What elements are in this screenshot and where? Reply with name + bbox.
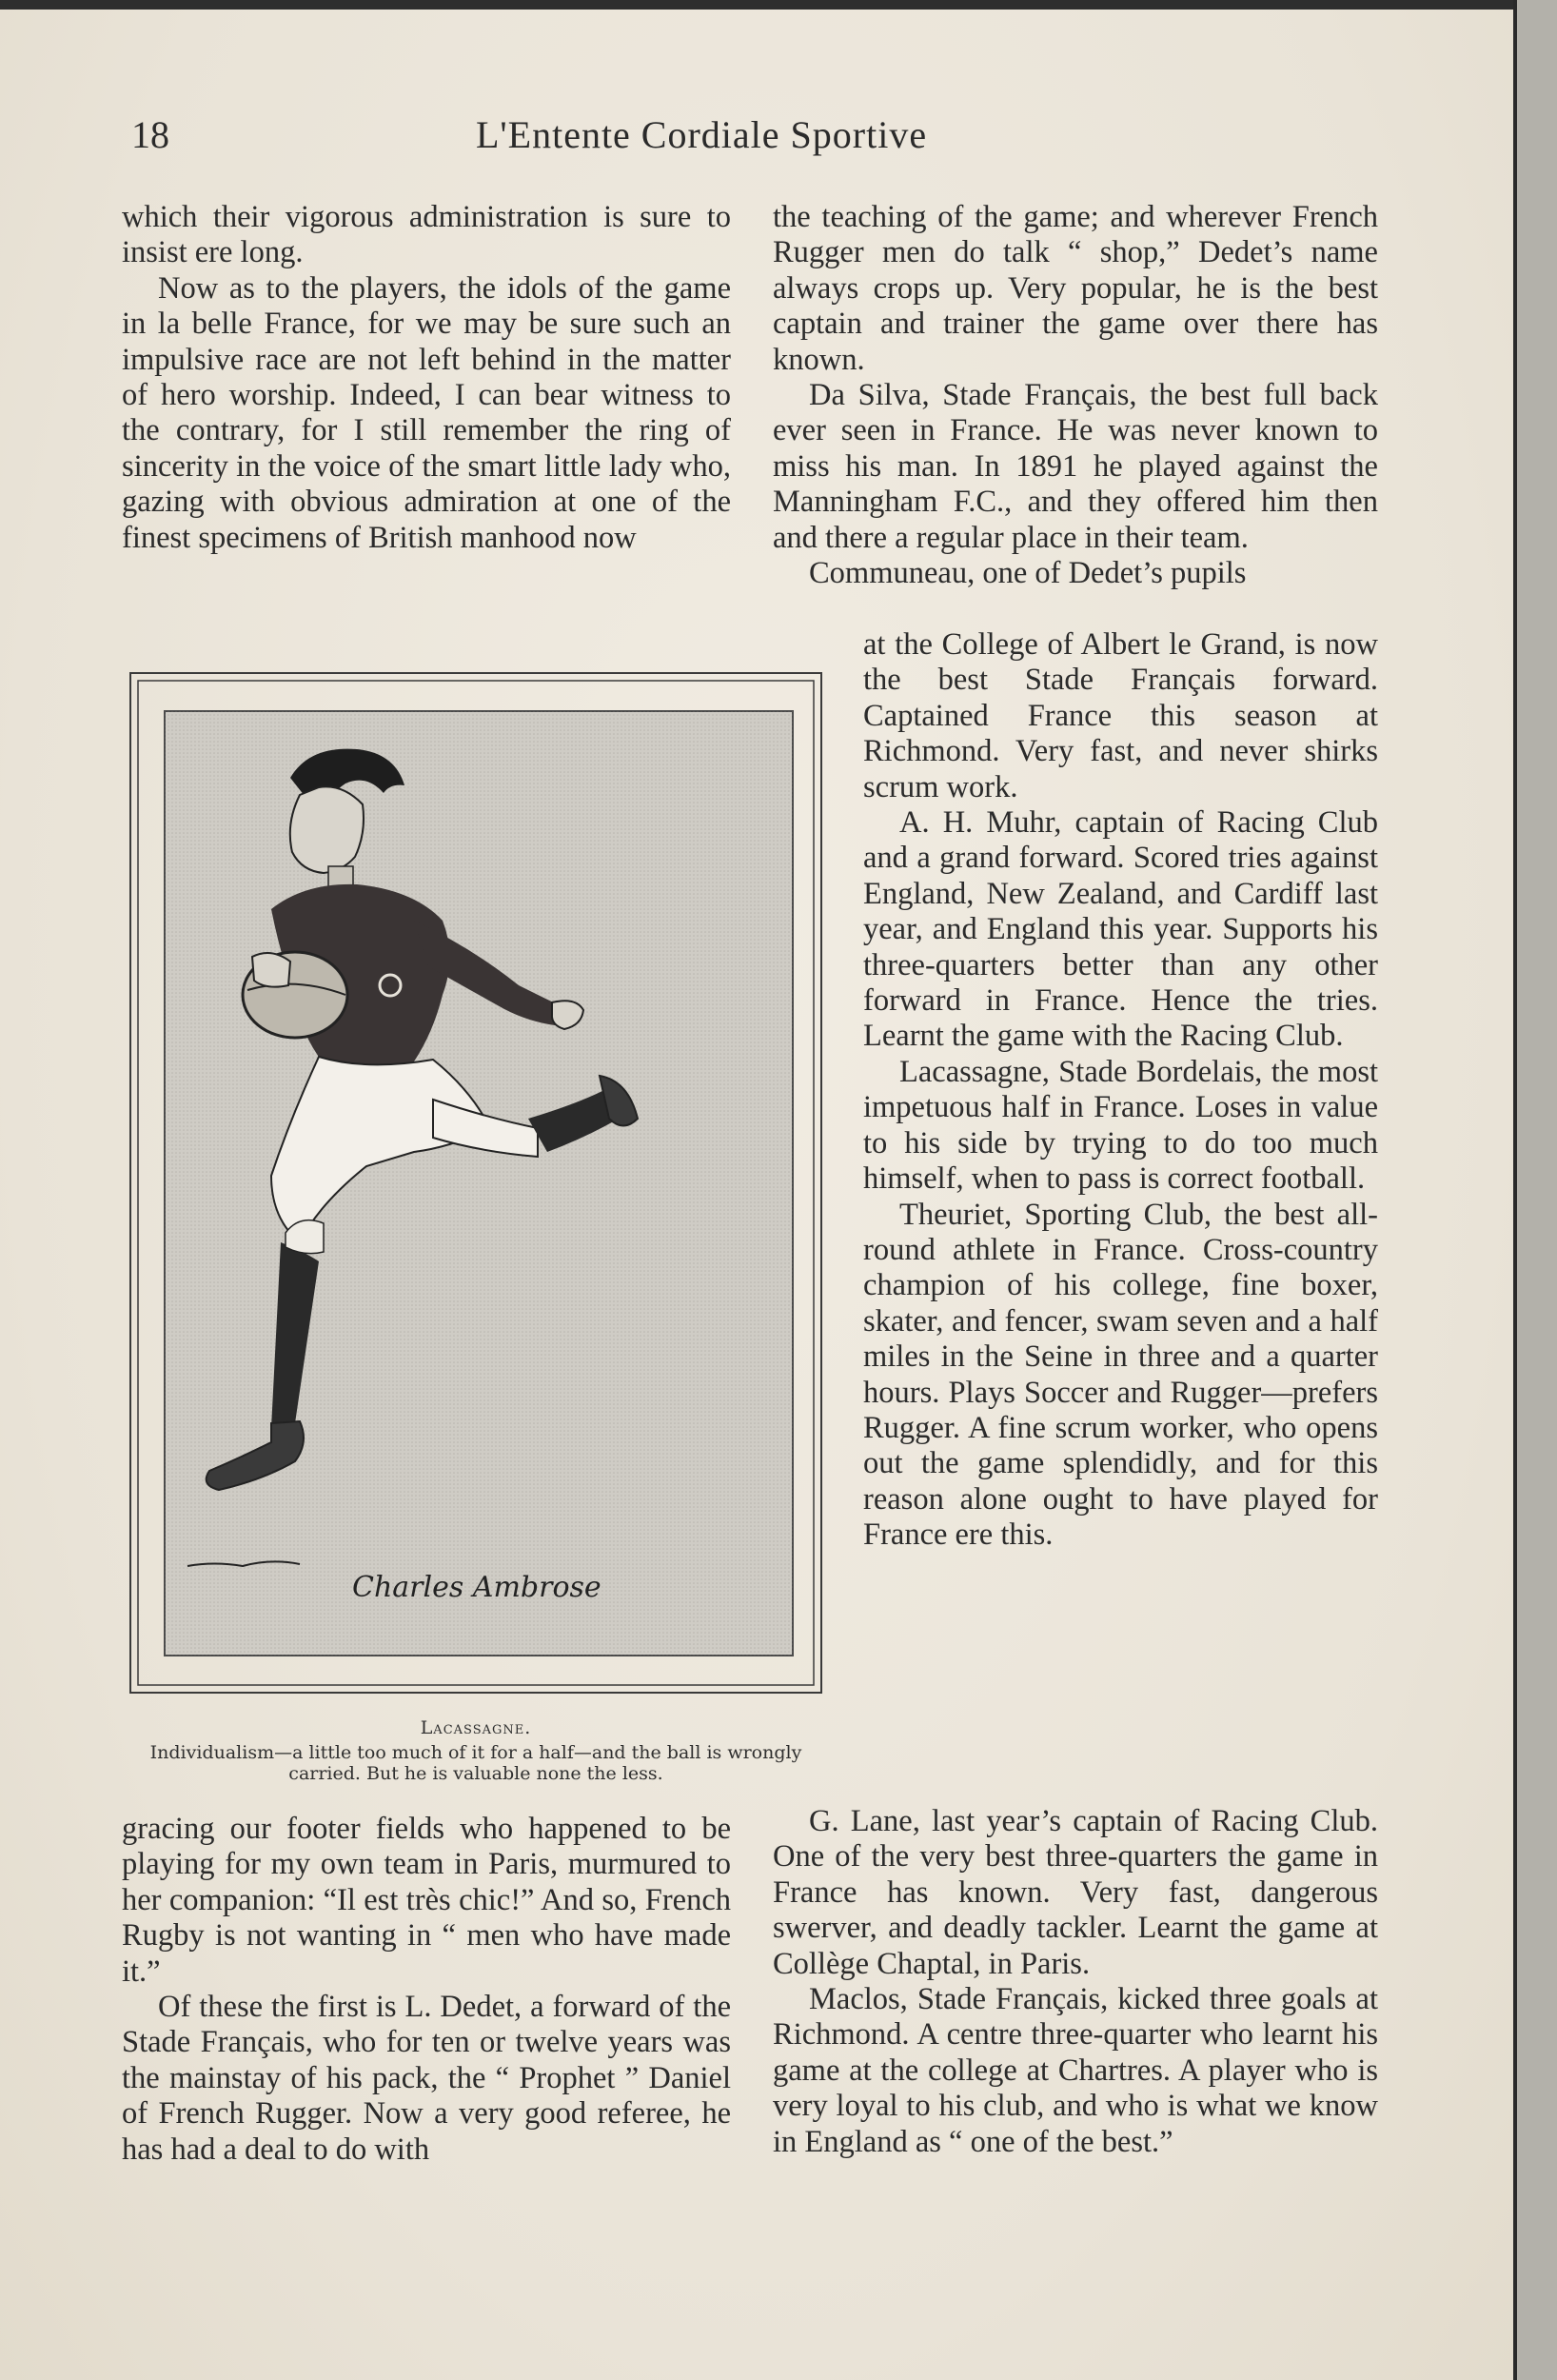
paragraph: Da Silva, Stade Français, the best full back ever seen in France. He was never known to miss his man. In 1891 he played against the Manningham F.C., and they offered him then and there a regular place in their team. — [773, 378, 1378, 555]
figure-caption — [128, 1717, 823, 1784]
page-top-edge — [0, 0, 1513, 10]
paragraph: Lacassagne, Stade Bordelais, the most impetuous half in France. Loses in value to his side by trying to do too much himself, when to pass is correct football. — [863, 1054, 1378, 1197]
right-column-bottom — [773, 1804, 1378, 2160]
paragraph: which their vigorous administration is sure to insist ere long. — [122, 200, 731, 270]
right-column-top — [773, 200, 1378, 591]
paragraph: Maclos, Stade Français, kicked three goals at Richmond. A centre three-quarter who learnt his game at the college at Chartres. A player who is very loyal to his club, and who is what we know in England as “ one of the best.” — [773, 1982, 1378, 2159]
left-column-top — [122, 200, 731, 556]
artist-signature: Charles Ambrose — [352, 1571, 601, 1604]
paragraph: A. H. Muhr, captain of Racing Club and a grand forward. Scored tries against England, New Zealand, and Cardiff last year, and England this year. Supports his three-quarters better than any other forward in France. Hence the tries. Learnt the game with the Racing Club. — [863, 805, 1378, 1054]
journal-title: L'Entente Cordiale Sportive — [476, 113, 928, 156]
paragraph: at the College of Albert le Grand, is now the best Stade Français forward. Captained France this season at Richmond. Very fast, and never shirks scrum work. — [863, 627, 1378, 804]
caption-title: Lacassagne. — [420, 1717, 532, 1738]
paragraph: G. Lane, last year’s captain of Racing Club. One of the very best three-quarters the game in France has known. Very fast, dangerous swerver, and deadly tackler. Learnt the game at Collège Chaptal, in Paris. — [773, 1804, 1378, 1981]
left-column-bottom — [122, 1812, 731, 2168]
illustration-frame — [128, 671, 823, 1695]
paragraph: Of these the first is L. Dedet, a forward of the Stade Français, who for ten or twelve years was the mainstay of his pack, the “ Prophet ” Daniel of French Rugger. Now a very good referee, he has had a deal to do with — [122, 1990, 731, 2167]
paragraph: Theuriet, Sporting Club, the best all-round athlete in France. Cross-country champion of his college, fine boxer, skater, and fencer, swam seven and a half miles in the Seine in three and a quarter hours. Plays Soccer and Rugger—prefers Rugger. A fine scrum worker, who opens out the game splendidly, and for this reason alone ought to have played for France ere this. — [863, 1197, 1378, 1553]
background-strip — [1517, 0, 1557, 2380]
rugby-player-illustration — [128, 671, 823, 1695]
caption-text: Individualism—a little too much of it for a half—and the ball is wrongly carried. But he is valuable none the less. — [149, 1742, 802, 1784]
paragraph: the teaching of the game; and wherever French Rugger men do talk “ shop,” Dedet’s name always crops up. Very popular, he is the best captain and trainer the game over there has known. — [773, 200, 1378, 377]
page-number: 18 — [131, 113, 169, 156]
paragraph: Communeau, one of Dedet’s pupils — [809, 556, 1247, 591]
paragraph: gracing our footer fields who happened to be playing for my own team in Paris, murmured to her companion: “Il est très chic!” And so, French Rugby is not wanting in “ men who have made it.” — [122, 1812, 731, 1989]
right-column-narrow — [863, 627, 1378, 1554]
paragraph: Now as to the players, the idols of the game in la belle France, for we may be sure such an impulsive race are not left behind in the matter of hero worship. Indeed, I can bear witness to the contrary, for I still remember the ring of sincerity in the voice of the smart little lady who, gazing with obvious admiration at one of the finest specimens of British manhood now — [122, 270, 731, 555]
